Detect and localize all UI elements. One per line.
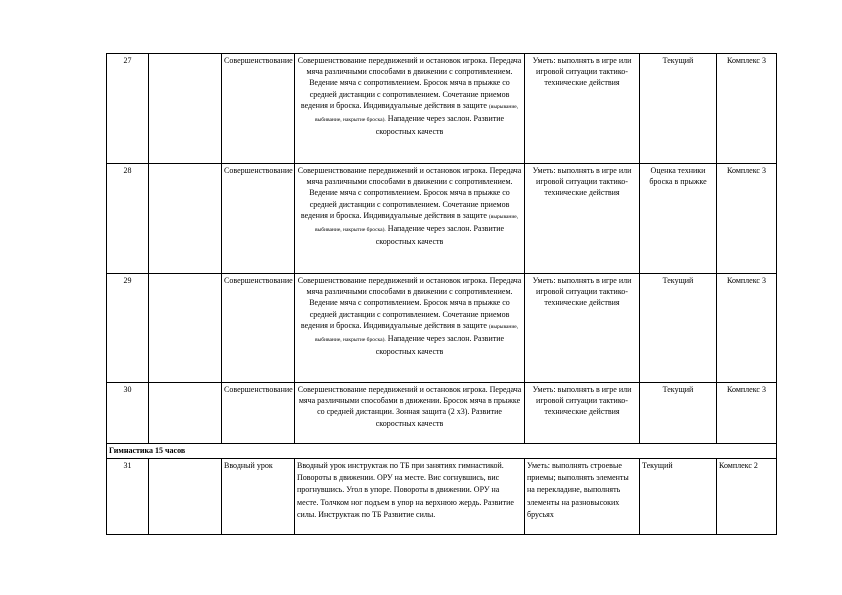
lesson-requirements: Уметь: выполнять строевые приемы; выполнять элементы на перекладине, выполнять элементы на разновысоких брусьях — [525, 459, 640, 535]
lesson-control: Текущий — [640, 459, 717, 535]
table-row — [107, 54, 777, 164]
lesson-date-cell — [149, 164, 222, 274]
lesson-content-small: (вырывание, выбивание, накрытие броска). — [314, 103, 519, 124]
lesson-requirements: Уметь: выполнять в игре или игровой ситуации тактико-технические действия — [525, 274, 640, 383]
table-row — [107, 274, 777, 383]
lesson-homework: Комплекс 3 — [717, 54, 777, 164]
lesson-content-end: Нападение через заслон. Развитие скоростных качеств — [375, 224, 505, 247]
lesson-type: Совершенствование — [222, 54, 295, 164]
lesson-content-small: (вырывание, выбивание, накрытие броска). — [314, 213, 519, 234]
lesson-homework: Комплекс 3 — [717, 274, 777, 383]
lesson-content-text: Совершенствование передвижений и остановок игрока. Передача мяча различными способами в движении с сопротивлением. Ведение мяча с сопротивлением. Бросок мяча в прыжке со средней дистанции с сопротивлением. Сочетание приемов ведения и броска. Индивидуальные действия в защите — [297, 276, 522, 330]
lesson-content-text: Совершенствование передвижений и остановок игрока. Передача мяча различными способами в движении с сопротивлением. Ведение мяча с сопротивлением. Бросок мяча в прыжке со средней дистанции с сопротивлением. Сочетание приемов ведения и броска. Индивидуальные действия в защите — [297, 56, 522, 110]
lesson-type: Совершенствование — [222, 383, 295, 444]
lesson-homework: Комплекс 3 — [717, 164, 777, 274]
lesson-date-cell — [149, 459, 222, 535]
lesson-content: Вводный урок инструктаж по ТБ при занятиях гимнастикой. Повороты в движении. ОРУ на месте. Вис согнувшись, вис прогнувшись. Угол в упоре. Повороты в движении. ОРУ на месте. Толчком ног подъем в упор на верхнюю жердь. Развитие силы. Инструктаж по ТБ Развитие силы. — [295, 459, 525, 535]
lesson-requirements: Уметь: выполнять в игре или игровой ситуации тактико-технические действия — [525, 164, 640, 274]
lesson-date-cell — [149, 383, 222, 444]
lesson-homework: Комплекс 2 — [717, 459, 777, 535]
lesson-control: Оценка техники броска в прыжке — [640, 164, 717, 274]
lesson-type: Совершенствование — [222, 164, 295, 274]
lesson-date-cell — [149, 54, 222, 164]
lesson-number: 27 — [107, 54, 149, 164]
lesson-content-small: (вырывание, выбивание, накрытие броска). — [314, 323, 519, 344]
lesson-control: Текущий — [640, 274, 717, 383]
lesson-content-end: Нападение через заслон. Развитие скоростных качеств — [375, 334, 505, 357]
lesson-control: Текущий — [640, 383, 717, 444]
lesson-control: Текущий — [640, 54, 717, 164]
lesson-requirements: Уметь: выполнять в игре или игровой ситуации тактико-технические действия — [525, 54, 640, 164]
lesson-requirements: Уметь: выполнять в игре или игровой ситуации тактико-технические действия — [525, 383, 640, 444]
lesson-number: 28 — [107, 164, 149, 274]
lesson-content — [295, 54, 525, 164]
lesson-type: Вводный урок — [222, 459, 295, 535]
lesson-date-cell — [149, 274, 222, 383]
table-row — [107, 383, 777, 444]
section-title: Гимнастика 15 часов — [107, 444, 777, 459]
lesson-content — [295, 164, 525, 274]
lesson-type: Совершенствование — [222, 274, 295, 383]
lesson-number: 31 — [107, 459, 149, 535]
lesson-number: 30 — [107, 383, 149, 444]
table-row — [107, 164, 777, 274]
lesson-homework: Комплекс 3 — [717, 383, 777, 444]
lesson-content-end: Нападение через заслон. Развитие скоростных качеств — [375, 114, 505, 137]
lesson-content-text: Совершенствование передвижений и остановок игрока. Передача мяча различными способами в движении с сопротивлением. Ведение мяча с сопротивлением. Бросок мяча в прыжке со средней дистанции с сопротивлением. Сочетание приемов ведения и броска. Индивидуальные действия в защите — [297, 166, 522, 220]
lesson-number: 29 — [107, 274, 149, 383]
lesson-plan-table — [106, 53, 777, 535]
lesson-content — [295, 274, 525, 383]
section-row — [107, 444, 777, 459]
lesson-content: Совершенствование передвижений и остановок игрока. Передача мяча различными способами в движении. Бросок мяча в прыжке со средней дистанции. Зонная защита (2 х3). Развитие скоростных качеств — [295, 383, 525, 444]
table-row — [107, 459, 777, 535]
